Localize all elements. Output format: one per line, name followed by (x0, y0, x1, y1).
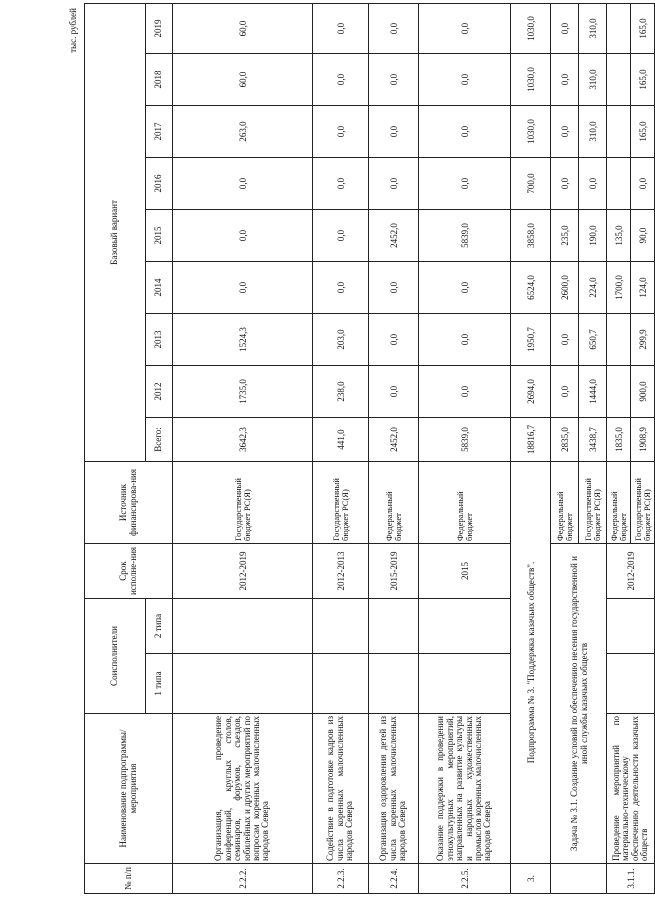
rotated-table-page (68, 4, 652, 894)
value-cell: 0,0 (551, 158, 579, 210)
row-source: Федеральный бюджет (369, 462, 419, 544)
table-row (607, 3, 631, 893)
row-source: Государственный бюджет РС(Я) (631, 462, 655, 544)
value-cell: 0,0 (551, 106, 579, 158)
value-cell: 2600,0 (551, 262, 579, 314)
value-cell: 1030,0 (511, 106, 551, 158)
row-source: Государственный бюджет РС(Я) (313, 462, 369, 544)
value-cell: 0,0 (419, 262, 511, 314)
value-cell: 1700,0 (607, 262, 631, 314)
row-term: 2015 (419, 544, 511, 599)
value-cell: 0,0 (419, 314, 511, 366)
value-cell: 1735,0 (173, 366, 313, 418)
header-year: 2017 (146, 106, 173, 158)
value-cell: 135,0 (607, 210, 631, 262)
value-cell: 0,0 (369, 262, 419, 314)
row-num: 2.2.4. (369, 864, 419, 894)
header-type2: 2 типа (146, 599, 173, 654)
value-cell: 60,0 (173, 3, 313, 53)
coexec2-cell (607, 599, 655, 654)
value-cell (607, 54, 631, 106)
row-name: Организация оздоровления детей из числа коренных малочисленных народов Севера (369, 714, 419, 864)
table-row (313, 3, 369, 893)
row-num: 3. (511, 864, 551, 894)
value-cell: 60,0 (173, 54, 313, 106)
value-cell: 124,0 (631, 262, 655, 314)
coexec1-cell (419, 654, 511, 714)
row-source: Федеральный бюджет (419, 462, 511, 544)
value-cell: 2452,0 (369, 210, 419, 262)
value-cell: 224,0 (579, 262, 607, 314)
value-cell: 190,0 (579, 210, 607, 262)
row-term: 2012-2013 (313, 544, 369, 599)
value-cell: 0,0 (551, 54, 579, 106)
value-cell: 1444,0 (579, 366, 607, 418)
value-cell: 0,0 (173, 210, 313, 262)
value-cell: 165,0 (631, 106, 655, 158)
value-cell: 0,0 (369, 54, 419, 106)
value-cell: 263,0 (173, 106, 313, 158)
value-cell: 0,0 (419, 158, 511, 210)
row-name: Проведение мероприятий по материально-техническому обеспечению деятельности казачьих обществ (607, 714, 655, 864)
subprogram-title: Подпрограмма № 3. "Поддержка казачьих обществ". (511, 462, 551, 864)
total-cell: 3438,7 (579, 418, 607, 462)
value-cell: 0,0 (551, 314, 579, 366)
total-cell: 2835,0 (551, 418, 579, 462)
coexec1-cell (313, 654, 369, 714)
row-num: 2.2.3. (313, 864, 369, 894)
value-cell: 0,0 (369, 314, 419, 366)
value-cell: 0,0 (313, 262, 369, 314)
value-cell: 0,0 (313, 54, 369, 106)
header-total: Всего: (146, 418, 173, 462)
header-source: Источник финансирова-ния (85, 462, 173, 544)
value-cell: 1950,7 (511, 314, 551, 366)
row-num: 3.1.1. (607, 864, 655, 894)
total-cell: 2452,0 (369, 418, 419, 462)
total-cell: 5839,0 (419, 418, 511, 462)
value-cell: 0,0 (579, 158, 607, 210)
row-term: 2012-2019 (173, 544, 313, 599)
value-cell: 700,0 (511, 158, 551, 210)
header-term: Срок исполне-ния (85, 544, 173, 599)
value-cell: 310,0 (579, 54, 607, 106)
value-cell: 0,0 (631, 158, 655, 210)
value-cell: 0,0 (369, 3, 419, 53)
coexec1-cell (607, 654, 655, 714)
header-year: 2019 (146, 3, 173, 53)
total-cell: 1908,9 (631, 418, 655, 462)
coexec1-cell (173, 654, 313, 714)
value-cell: 0,0 (419, 106, 511, 158)
value-cell: 0,0 (313, 3, 369, 53)
value-cell (607, 314, 631, 366)
header-year: 2015 (146, 210, 173, 262)
header-base: Базовый вариант (85, 3, 146, 461)
value-cell: 1030,0 (511, 3, 551, 53)
value-cell (607, 366, 631, 418)
header-name: Наименование подпрограммы/мероприятия (85, 714, 173, 864)
value-cell: 0,0 (313, 106, 369, 158)
task-title: Задача № 3.1. Создание условий по обеспечению несения государственной и иной службы казачьих обществ (551, 544, 607, 864)
value-cell: 0,0 (419, 3, 511, 53)
value-cell: 310,0 (579, 106, 607, 158)
header-row (85, 3, 146, 893)
value-cell: 165,0 (631, 54, 655, 106)
empty-cell (551, 864, 607, 894)
value-cell: 1030,0 (511, 54, 551, 106)
value-cell: 0,0 (173, 262, 313, 314)
header-year: 2016 (146, 158, 173, 210)
row-term: 2015-2019 (369, 544, 419, 599)
task-row (551, 3, 579, 893)
header-coexec: Соисполнители (85, 599, 146, 714)
header-num: № п/п (85, 864, 173, 894)
value-cell: 235,0 (551, 210, 579, 262)
row-source: Федеральный бюджет (607, 462, 631, 544)
row-name: Оказание поддержки в проведении этнокультурных мероприятий, направленных на развитие культуры и народных художественных промыслов коренных малочисленных народов Севера (419, 714, 511, 864)
subprogram-row (511, 3, 551, 893)
header-type1: 1 типа (146, 654, 173, 714)
value-cell: 0,0 (419, 54, 511, 106)
total-cell: 1835,0 (607, 418, 631, 462)
value-cell: 0,0 (173, 158, 313, 210)
funding-table (84, 3, 655, 894)
header-year: 2014 (146, 262, 173, 314)
value-cell: 0,0 (369, 366, 419, 418)
value-cell: 203,0 (313, 314, 369, 366)
row-num: 2.2.5. (419, 864, 511, 894)
row-source: Государственный бюджет РС(Я) (173, 462, 313, 544)
value-cell: 650,7 (579, 314, 607, 366)
coexec2-cell (369, 599, 419, 654)
row-num: 2.2.2. (173, 864, 313, 894)
header-year: 2012 (146, 366, 173, 418)
value-cell: 0,0 (313, 210, 369, 262)
value-cell: 0,0 (551, 366, 579, 418)
value-cell (607, 3, 631, 53)
row-name: Содействие в подготовке кадров из числа коренных малочисленных народов Севера (313, 714, 369, 864)
value-cell: 0,0 (313, 158, 369, 210)
value-cell: 310,0 (579, 3, 607, 53)
row-name: Организация, проведение конференций, круглых столов, семинаров, форумов, съездов, юбилейных и других мероприятий по вопросам коренных малочисленных народов Севера (173, 714, 313, 864)
total-cell: 441,0 (313, 418, 369, 462)
table-row (173, 3, 313, 893)
value-cell (607, 106, 631, 158)
value-cell: 90,0 (631, 210, 655, 262)
header-year: 2018 (146, 54, 173, 106)
header-year: 2013 (146, 314, 173, 366)
coexec2-cell (313, 599, 369, 654)
coexec2-cell (173, 599, 313, 654)
value-cell: 5839,0 (419, 210, 511, 262)
value-cell (607, 158, 631, 210)
value-cell: 0,0 (551, 3, 579, 53)
coexec2-cell (419, 599, 511, 654)
value-cell: 0,0 (419, 366, 511, 418)
table-row (419, 3, 511, 893)
value-cell: 1524,3 (173, 314, 313, 366)
row-source: Федеральный бюджет (551, 462, 579, 544)
total-cell: 18816,7 (511, 418, 551, 462)
value-cell: 6524,0 (511, 262, 551, 314)
row-source: Государственный бюджет РС(Я) (579, 462, 607, 544)
value-cell: 0,0 (369, 158, 419, 210)
value-cell: 900,0 (631, 366, 655, 418)
value-cell: 2694,0 (511, 366, 551, 418)
value-cell: 0,0 (369, 106, 419, 158)
coexec1-cell (369, 654, 419, 714)
table-row (369, 3, 419, 893)
total-cell: 3642,3 (173, 418, 313, 462)
value-cell: 299,9 (631, 314, 655, 366)
value-cell: 165,0 (631, 3, 655, 53)
units-label: тыс. рублей (68, 8, 78, 53)
value-cell: 238,0 (313, 366, 369, 418)
value-cell: 3858,0 (511, 210, 551, 262)
row-term: 2012-2019 (607, 544, 655, 599)
